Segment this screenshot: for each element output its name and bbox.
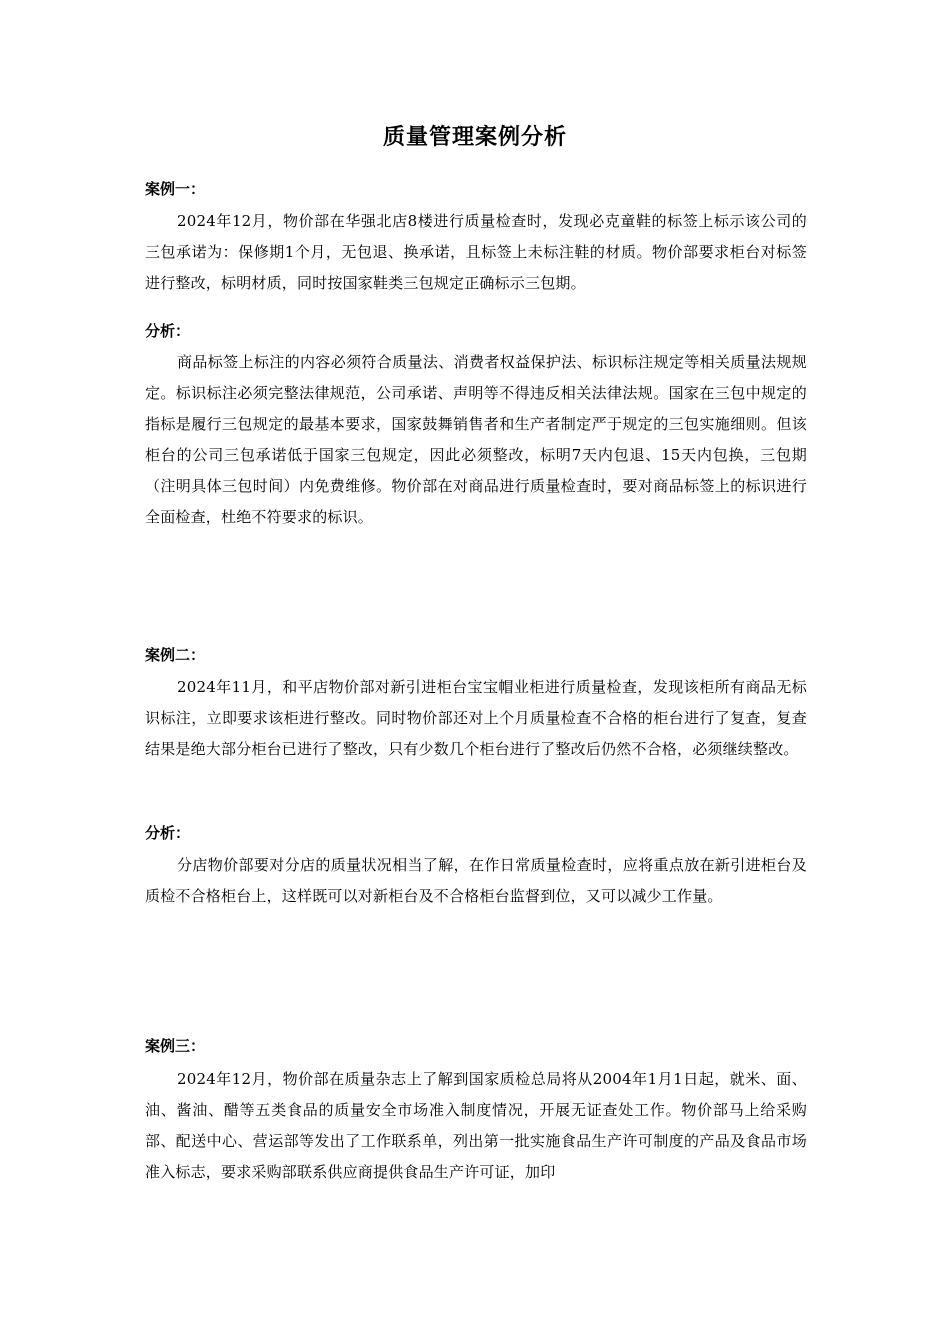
case-1-analysis-heading: 分析： bbox=[145, 322, 191, 340]
document-title: 质量管理案例分析 bbox=[382, 125, 567, 150]
case-3-heading: 案例三： bbox=[145, 1037, 206, 1055]
case-2-analysis-heading: 分析： bbox=[145, 824, 191, 842]
case-1-analysis-body: 商品标签上标注的内容必须符合质量法、消费者权益保护法、标识标注规定等相关质量法规规定。标识标注必须完整法律规范，公司承诺、声明等不得违反相关法律法规。国家在三包中规定的指标是履行三包规定的最基本要求，国家鼓舞销售者和生产者制定严于规定的三包实施细则。但该柜台的公司三包承诺低于国家三包规定，因此必须整改，标明7天内包退、15天内包换，三包期（注明具体三包时间）内免费维修。物价部在对商品进行质量检查时，要对商品标签上的标识进行全面检查，杜绝不符要求的标识。 bbox=[145, 353, 807, 526]
case-2-heading: 案例二： bbox=[145, 646, 206, 664]
case-1-heading: 案例一： bbox=[145, 180, 206, 198]
case-1-body: 2024年12月，物价部在华强北店8楼进行质量检查时，发现必克童鞋的标签上标示该公司的三包承诺为：保修期1个月，无包退、换承诺，且标签上未标注鞋的材质。物价部要求柜台对标签进行整改，标明材质，同时按国家鞋类三包规定正确标示三包期。 bbox=[145, 212, 807, 292]
case-2-body: 2024年11月，和平店物价部对新引进柜台宝宝帽业柜进行质量检查，发现该柜所有商品无标识标注，立即要求该柜进行整改。同时物价部还对上个月质量检查不合格的柜台进行了复查，复查结果是绝大部分柜台已进行了整改，只有少数几个柜台进行了整改后仍然不合格，必须继续整改。 bbox=[145, 678, 807, 758]
case-3-body: 2024年12月，物价部在质量杂志上了解到国家质检总局将从2004年1月1日起，就米、面、油、酱油、醋等五类食品的质量安全市场准入制度情况，开展无证查处工作。物价部马上给采购部、配送中心、营运部等发出了工作联系单，列出第一批实施食品生产许可制度的产品及食品市场准入标志，要求采购部联系供应商提供食品生产许可证，加印 bbox=[145, 1070, 807, 1181]
case-2-analysis-body: 分店物价部要对分店的质量状况相当了解，在作日常质量检查时，应将重点放在新引进柜台及质检不合格柜台上，这样既可以对新柜台及不合格柜台监督到位，又可以减少工作量。 bbox=[145, 856, 807, 905]
